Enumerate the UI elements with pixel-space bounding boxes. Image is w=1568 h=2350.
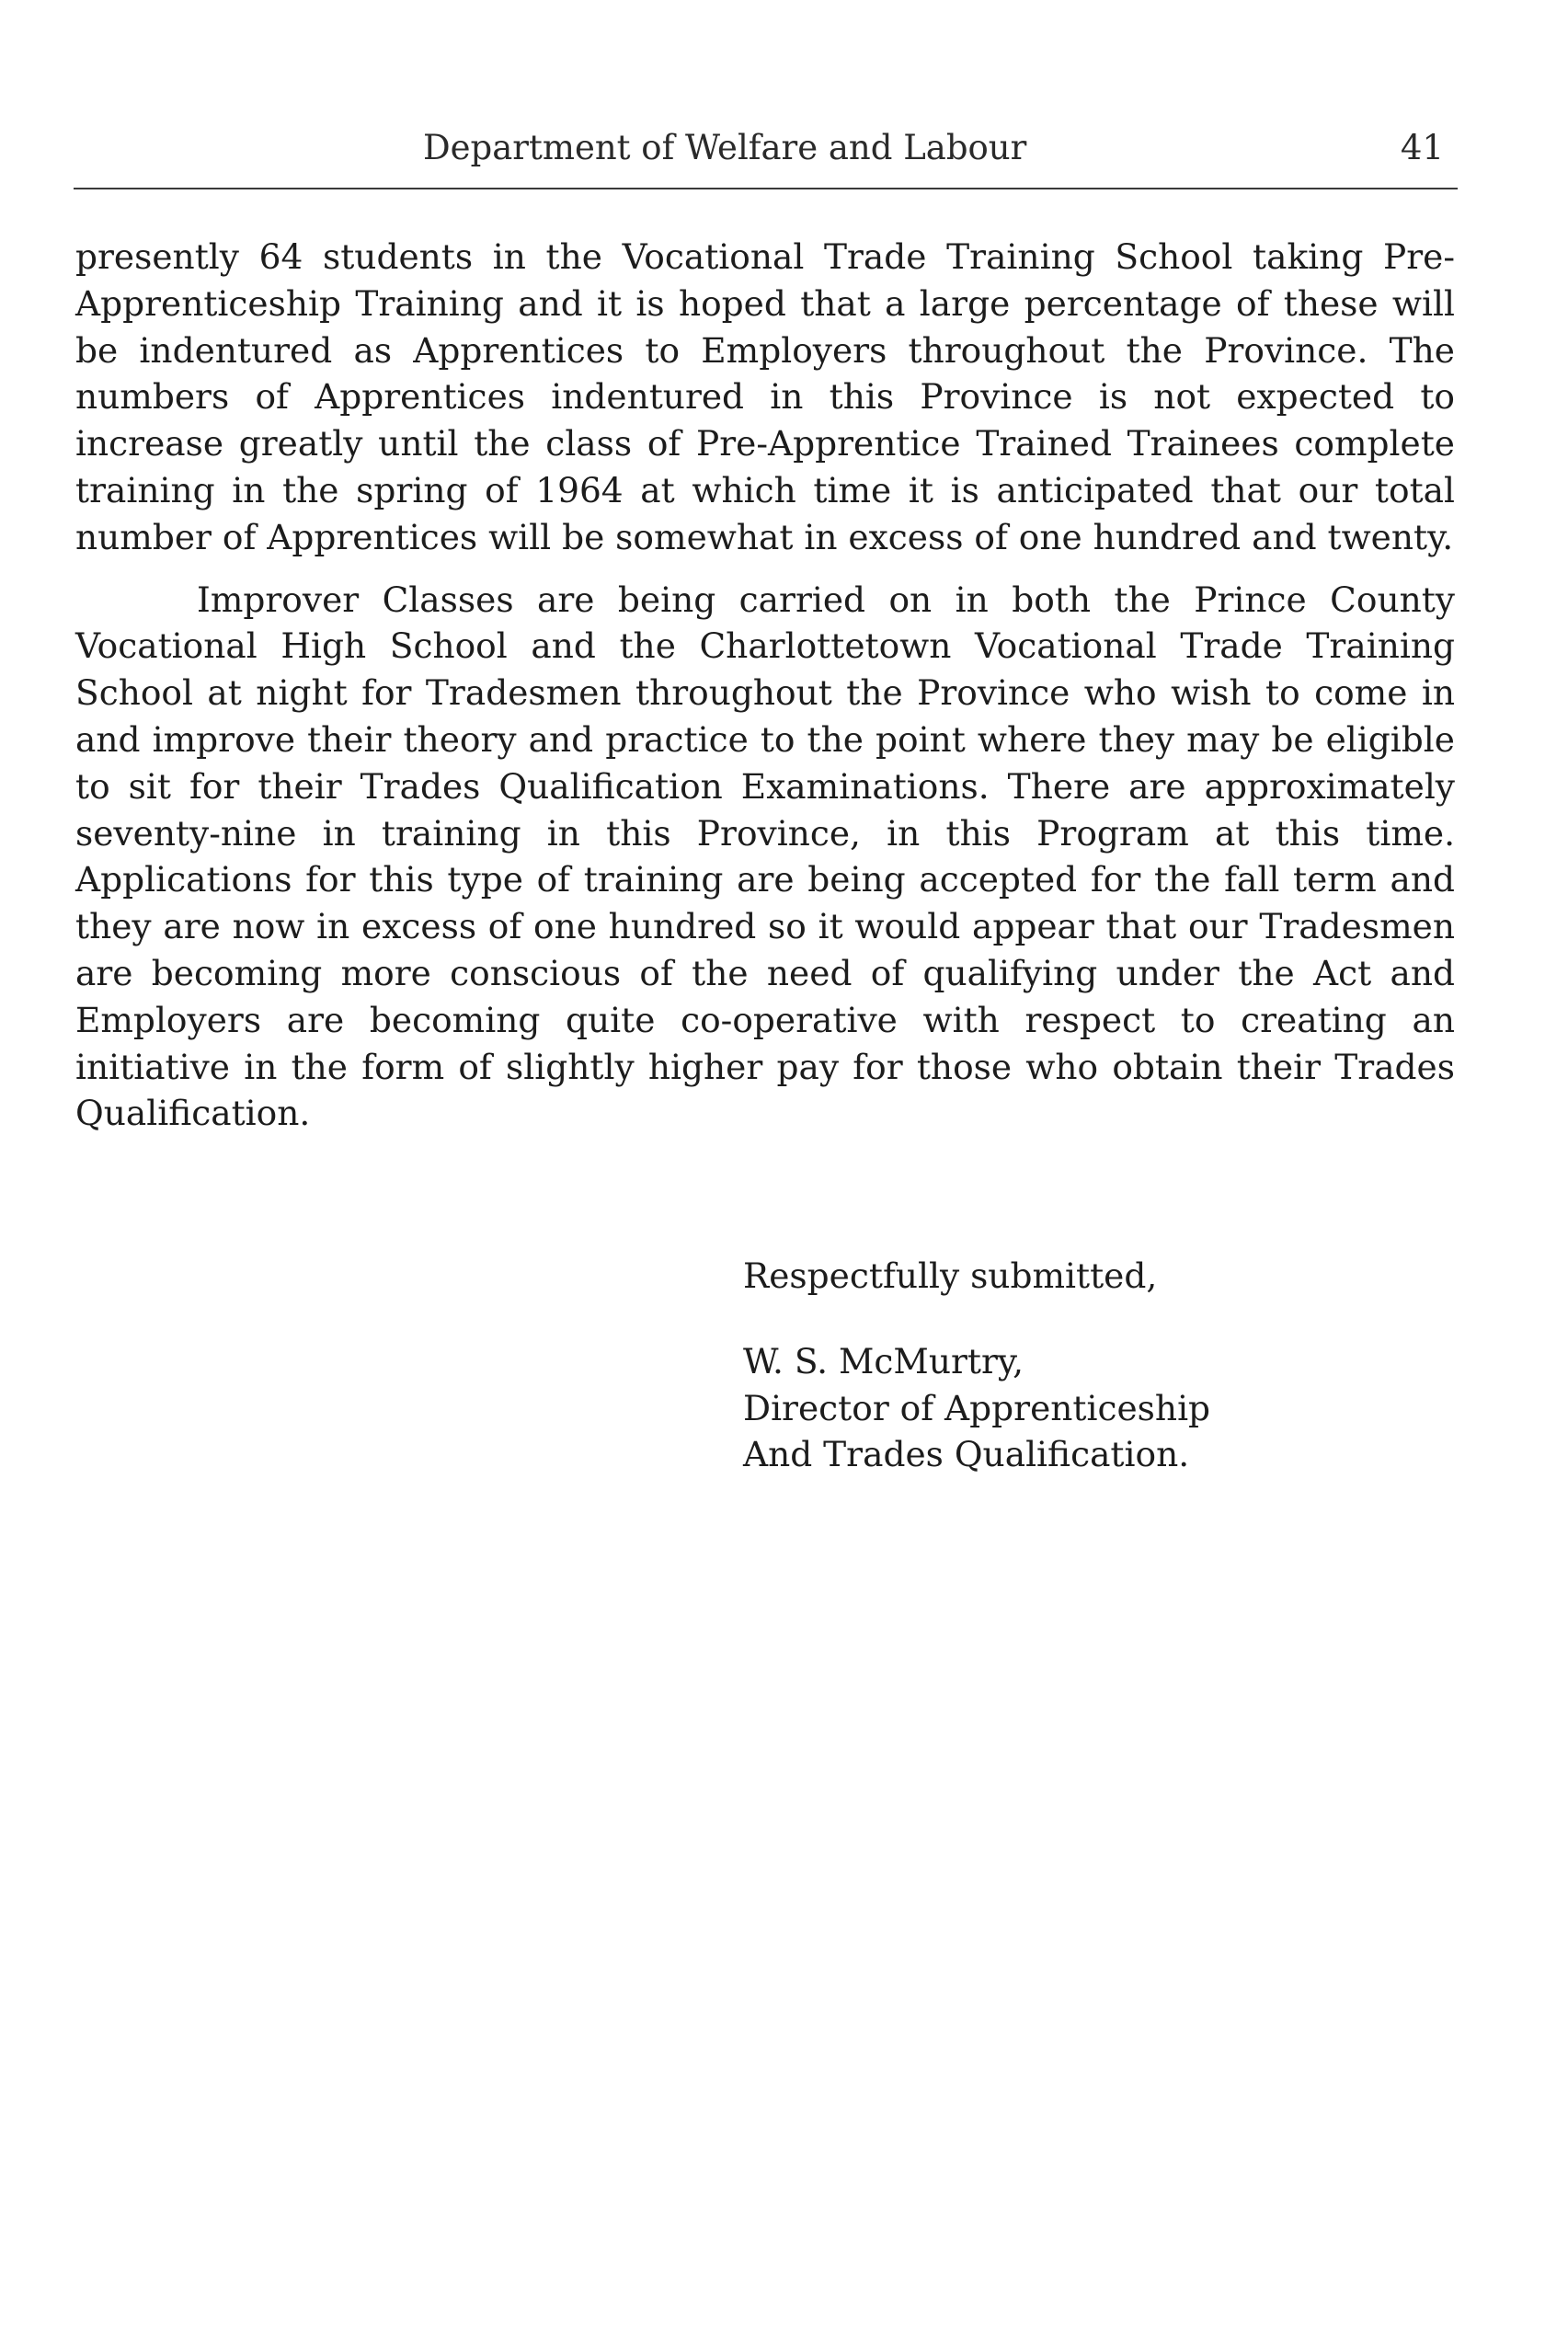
signatory-title-1: Director of Apprenticeship — [743, 1387, 1211, 1428]
running-header — [74, 125, 1453, 171]
paragraph-continued: presently 64 students in the Vocational Trade Training School taking Pre-Apprenticeship Training and it is hoped that a large percentage of these will be indentured as Apprentices to Employers throughout the Province. The numbers of Apprentices indentured in this Province is not expected to increase greatly until the class of Pre-Apprentice Trained Trainees complete training in the spring of 1964 at which time it is anticipated that our total number of Apprentices will be somewhat in excess of one hundred and twenty. — [75, 236, 1455, 557]
signatory-name: W. S. McMurtry, — [743, 1340, 1024, 1381]
report-body — [75, 234, 1455, 1137]
signature-block — [743, 1253, 1210, 1478]
page-number: 41 — [1400, 128, 1444, 167]
closing-line: Respectfully submitted, — [743, 1255, 1158, 1296]
header-title: Department of Welfare and Labour — [423, 128, 1027, 167]
signatory-title-2: And Trades Qualification. — [743, 1434, 1190, 1475]
header-rule — [74, 188, 1458, 189]
paragraph-improver-classes: Improver Classes are being carried on in both the Prince County Vocational High School and the Charlottetown Vocational Trade Training School at night for Tradesmen throughout the Province who wish to come in and improve their theory and practice to the point where they may be eligible to sit for their Trades Qualification Examinations. There are approximately seventy-nine in training in this Province, in this Program at this time. Applications for this type of training are being accepted for the fall term and they are now in excess of one hundred so it would appear that our Tradesmen are becoming more conscious of the need of qualifying under the Act and Employers are becoming quite co-operative with respect to creating an initiative in the form of slightly higher pay for those who obtain their Trades Qualification. — [75, 579, 1455, 1134]
